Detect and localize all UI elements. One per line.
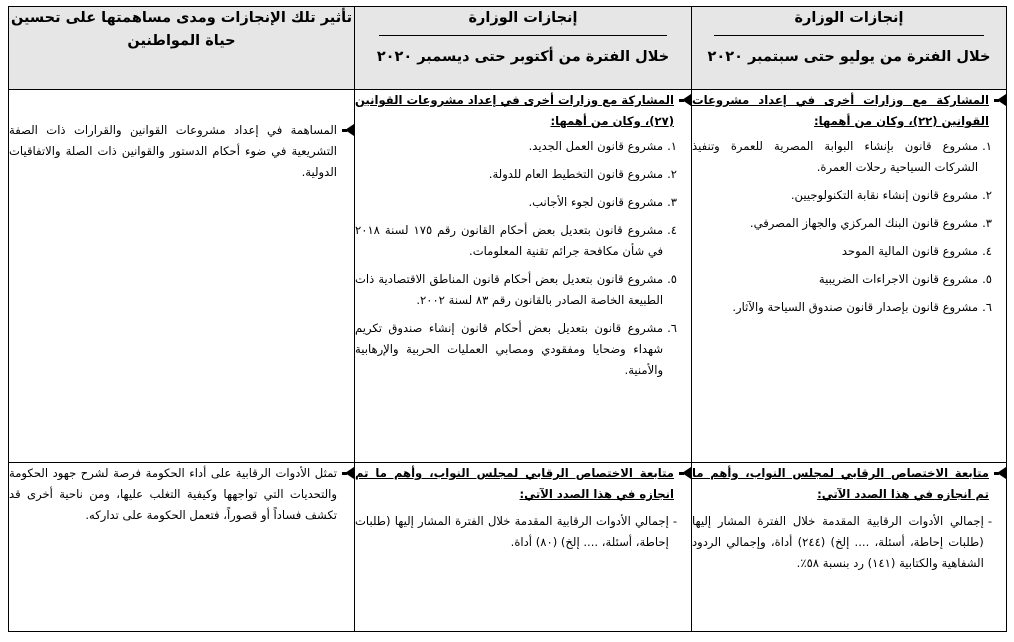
list-item: ٦. مشروع قانون بتعديل بعض أحكام قانون إنشاء صندوق تكريم شهداء وضحايا ومفقودي ومصابي العمليات الحربية والإرهابية والأمنية. xyxy=(355,321,677,377)
row2-col2-cell xyxy=(355,463,692,632)
header-col1-period: خلال الفترة من يوليو حتى سبتمبر ٢٠٢٠ xyxy=(707,49,991,65)
list-item: ٥. مشروع قانون الاجراءات الضريبية xyxy=(818,272,992,286)
header-col1-title: إنجازات الوزارة xyxy=(794,10,904,26)
row1-col1-heading-text: المشاركة مع وزارات أخرى في إعداد مشروعات القوانين (٢٢)، وكان من أهمها: xyxy=(692,93,989,128)
row2-col1-cell xyxy=(692,463,1007,632)
row2-col2-text: إجمالي الأدوات الرقابية المقدمة خلال الفترة المشار إليها (طلبات إحاطة، أسئلة، .... إلخ) (٨٠) أداة. xyxy=(355,514,669,549)
row2-col3-text: تمثل الأدوات الرقابية على أداء الحكومة فرصة لشرح جهود الحكومة والتحديات التي تواجهها وكيفية التغلب عليها، ومن ناحية أخرى قد تكشف فساداً أو قصوراً، فتعمل الحكومة على تداركه. xyxy=(9,466,337,522)
list-item: ٢. مشروع قانون إنشاء نقابة التكنولوجيين. xyxy=(790,188,992,202)
dash-marker: - xyxy=(987,514,992,528)
row1-col3-text: المساهمة في إعداد مشروعات القوانين والقرارات ذات الصفة التشريعية في ضوء أحكام الدستور والقوانين ذات الصلة والاتفاقيات الدولية. xyxy=(9,123,337,179)
arrow-bullet-icon xyxy=(994,94,1006,106)
list-item: ١. مشروع قانون العمل الجديد. xyxy=(528,139,677,153)
row2-col1-text: إجمالي الأدوات الرقابية المقدمة خلال الفترة المشار إليها (طلبات إحاطة، أسئلة، .... إلخ) (٢٤٤) أداة، وإجمالي الردود الشفاهية والكتابية (١٤١) رد بنسبة ٥٨٪. xyxy=(692,514,984,570)
row1-col1-heading xyxy=(692,90,1006,132)
header-col1 xyxy=(692,7,1007,90)
header-col1-divider xyxy=(714,35,984,36)
row2-col2-heading xyxy=(355,463,691,505)
row1-col2-list xyxy=(355,136,691,381)
row1-col1-list xyxy=(692,136,1006,318)
row2-col3-cell xyxy=(9,463,355,632)
row1-col3-paragraph xyxy=(9,120,354,183)
header-col3 xyxy=(9,7,355,90)
row2-col1-heading-text: متابعة الاختصاص الرقابي لمجلس النواب، وأهم ما تم انجازه في هذا الصدد الآتي: xyxy=(692,466,989,501)
header-col2-title: إنجازات الوزارة xyxy=(468,10,578,26)
header-col3-title: تأثير تلك الإنجازات ومدى مساهمتها على تحسين حياة المواطنين xyxy=(10,10,353,49)
arrow-bullet-icon xyxy=(342,467,354,479)
row1-col2-heading-text: المشاركة مع وزارات أخرى في إعداد مشروعات القوانين (٢٧)، وكان من أهمها: xyxy=(355,93,674,128)
list-item: ٥. مشروع قانون بتعديل بعض أحكام قانون المناطق الاقتصادية ذات الطبيعة الخاصة الصادر بالقانون رقم ٨٣ لسنة ٢٠٠٢. xyxy=(355,272,677,307)
dash-marker: - xyxy=(672,514,677,528)
row1-col2-heading xyxy=(355,90,691,132)
row2-col3-paragraph xyxy=(9,463,354,526)
row1-col2-cell xyxy=(355,90,692,463)
list-item: ٤. مشروع قانون المالية الموحد xyxy=(841,244,992,258)
list-item: ٦. مشروع قانون بإصدار قانون صندوق السياحة والآثار. xyxy=(732,300,992,314)
row2-col2-heading-text: متابعة الاختصاص الرقابي لمجلس النواب، وأهم ما تم انجازه في هذا الصدد الآتي: xyxy=(355,466,674,501)
header-col2 xyxy=(355,7,692,90)
arrow-bullet-icon xyxy=(342,124,354,136)
list-item: ٤. مشروع قانون بتعديل بعض أحكام القانون رقم ١٧٥ لسنة ٢٠١٨ في شأن مكافحة جرائم تقنية المعلومات. xyxy=(355,223,677,258)
list-item: ٣. مشروع قانون لجوء الأجانب. xyxy=(528,195,677,209)
list-item: ٣. مشروع قانون البنك المركزي والجهاز المصرفي. xyxy=(749,216,992,230)
achievements-table xyxy=(8,6,1007,632)
header-col2-divider xyxy=(379,35,668,36)
header-col2-period: خلال الفترة من أكتوبر حتى ديسمبر ٢٠٢٠ xyxy=(376,49,670,65)
arrow-bullet-icon xyxy=(994,467,1006,479)
list-item: ٢. مشروع قانون التخطيط العام للدولة. xyxy=(488,167,677,181)
arrow-bullet-icon xyxy=(679,94,691,106)
header-row xyxy=(9,7,1007,90)
row2-col1-heading xyxy=(692,463,1006,505)
row1-col3-cell xyxy=(9,90,355,463)
row1-col1-cell xyxy=(692,90,1007,463)
row2-col2-item xyxy=(355,511,677,553)
legislation-row xyxy=(9,90,1007,463)
oversight-row xyxy=(9,463,1007,632)
row2-col1-item xyxy=(692,511,992,574)
list-item: ١. مشروع قانون بإنشاء البوابة المصرية للعمرة وتنفيذ الشركات السياحية رحلات العمرة. xyxy=(692,139,992,174)
arrow-bullet-icon xyxy=(679,467,691,479)
